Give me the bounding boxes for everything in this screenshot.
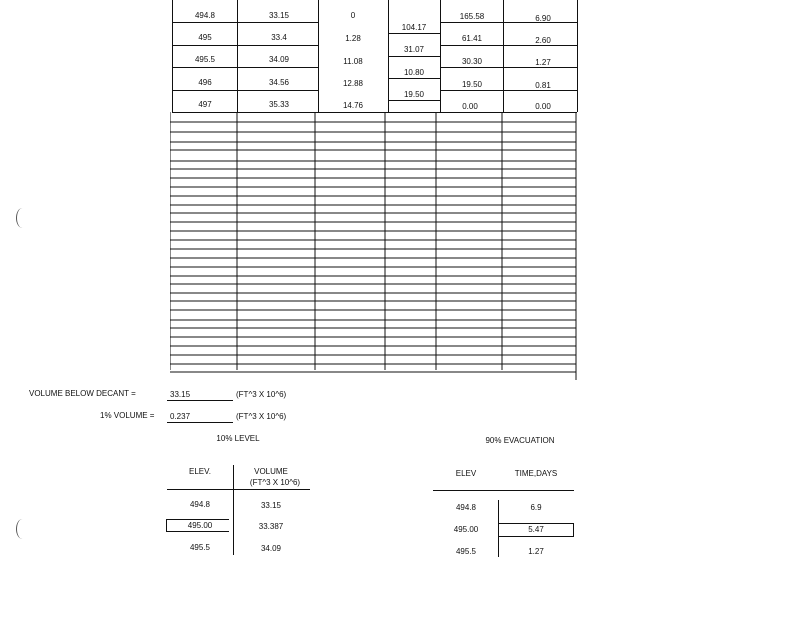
grid-line — [172, 45, 318, 46]
level-row-elev: 495.5 — [189, 543, 211, 552]
evac-row-elev: 494.8 — [455, 503, 477, 512]
grid-line — [237, 0, 238, 112]
cell-volume: 33.4 — [271, 33, 287, 42]
cell-elev: 497 — [198, 100, 212, 109]
grid-line — [172, 0, 173, 112]
evac-col-time: TIME,DAYS — [514, 469, 558, 478]
grid-line — [388, 78, 440, 79]
cell-days: 0.81 — [535, 81, 551, 90]
cell-increment: 19.50 — [403, 90, 425, 99]
empty-grid-lines — [170, 112, 577, 380]
grid-line — [172, 67, 318, 68]
pct-volume-label: 1% VOLUME = — [100, 411, 155, 420]
cell-days: 0.00 — [535, 102, 551, 111]
grid-line — [388, 100, 440, 101]
empty-grid-region — [170, 112, 577, 380]
level-header-rule — [167, 489, 310, 490]
cell-elev: 495 — [198, 33, 212, 42]
cell-area: 0 — [350, 11, 356, 20]
cell-increment: 104.17 — [401, 23, 427, 32]
level-row-elev: 495.00 — [187, 521, 213, 530]
cell-cumulative: 0.00 — [462, 102, 478, 111]
cell-elev: 494.8 — [194, 11, 216, 20]
cell-elev: 495.5 — [194, 55, 216, 64]
cell-elev: 496 — [198, 78, 212, 87]
evac-header-rule — [433, 490, 574, 491]
evac-table-title: 90% EVACUATION — [485, 436, 555, 445]
cell-increment: 10.80 — [403, 68, 425, 77]
cell-area: 12.88 — [342, 79, 364, 88]
level-col-elev: ELEV. — [189, 467, 211, 476]
volume-below-decant-value: 33.15 — [170, 390, 191, 399]
cell-area: 11.08 — [343, 57, 363, 66]
cell-volume: 34.56 — [268, 78, 290, 87]
cell-days: 6.90 — [535, 14, 551, 23]
cell-cumulative: 165.58 — [459, 12, 485, 21]
cell-volume: 35.33 — [268, 100, 290, 109]
evac-row-time: 6.9 — [530, 503, 542, 512]
grid-line — [503, 0, 504, 112]
cell-area: 1.28 — [345, 34, 361, 43]
volume-below-decant-label: VOLUME BELOW DECANT = — [29, 389, 136, 398]
grid-line — [172, 22, 318, 23]
grid-line — [388, 56, 440, 57]
cell-increment: 31.07 — [403, 45, 425, 54]
grid-line — [172, 90, 318, 91]
level-row-elev: 494.8 — [189, 500, 211, 509]
evac-row-elev: 495.00 — [453, 525, 479, 534]
level-row-volume: 33.15 — [260, 501, 282, 510]
pct-volume-value: 0.237 — [170, 412, 191, 421]
level-row-volume: 34.09 — [260, 544, 282, 553]
level-col-volume-unit: (FT^3 X 10^6) — [249, 478, 301, 487]
cell-cumulative: 30.30 — [461, 57, 483, 66]
cell-volume: 34.09 — [268, 55, 290, 64]
cell-area: 14.76 — [342, 101, 364, 110]
grid-line — [440, 22, 577, 23]
evac-row-time: 1.27 — [528, 547, 544, 556]
grid-line — [440, 0, 441, 112]
binder-hole-lower — [16, 519, 29, 539]
evac-row-time: 5.47 — [528, 525, 544, 534]
evac-col-elev: ELEV — [455, 469, 477, 478]
level-col-divider — [233, 465, 234, 555]
grid-line — [318, 0, 319, 112]
grid-line — [440, 67, 577, 68]
pct-volume-unit: (FT^3 X 10^6) — [236, 412, 287, 421]
evac-row-elev: 495.5 — [455, 547, 477, 556]
cell-days: 2.60 — [535, 36, 551, 45]
volume-below-decant-unit: (FT^3 X 10^6) — [236, 390, 287, 399]
level-row-volume: 33.387 — [258, 522, 284, 531]
cell-volume: 33.15 — [268, 11, 290, 20]
value-underline — [167, 422, 233, 423]
cell-days: 1.27 — [535, 58, 551, 67]
grid-line — [577, 0, 578, 112]
value-underline — [167, 400, 233, 401]
level-col-volume: VOLUME — [254, 467, 288, 476]
cell-cumulative: 61.41 — [461, 34, 483, 43]
level-table-title: 10% LEVEL — [216, 434, 260, 443]
grid-line — [388, 33, 440, 34]
grid-line — [440, 45, 577, 46]
grid-line — [440, 90, 577, 91]
cell-cumulative: 19.50 — [461, 80, 483, 89]
